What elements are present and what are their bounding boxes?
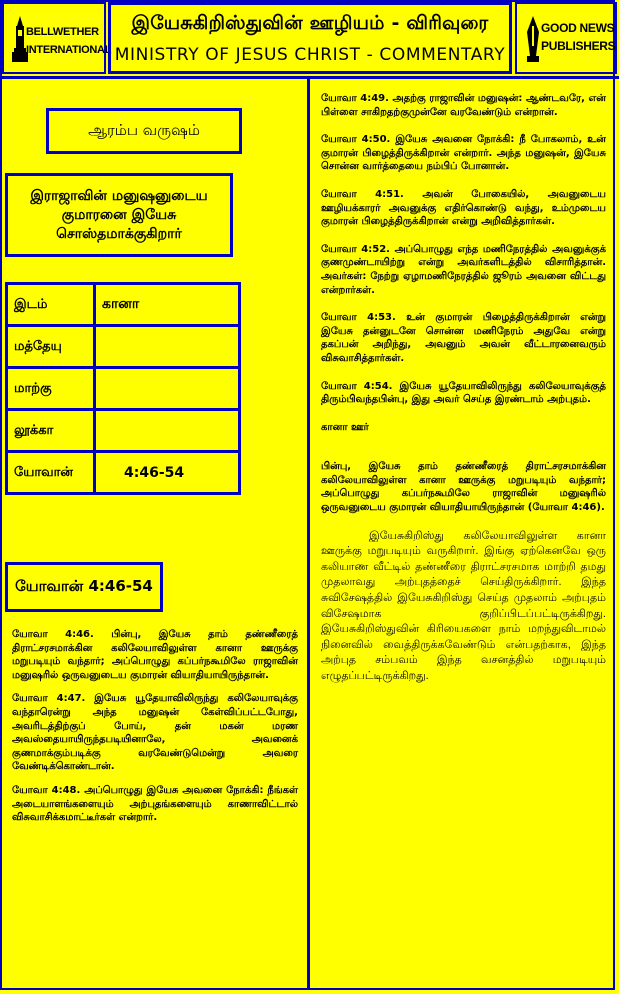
gospel-reference-table <box>5 282 241 495</box>
commentary-text: இயேசுகிறிஸ்து கலிலேயாவிலுள்ள கானா ஊருக்கு மறுபடியும் வருகிறார். இங்கு ஏற்கெனவே ஒரு கலியாண வீட்டில் தண்ணீரை திராட்சரசமாக மாற்றி தமது முதலாவது அற்புதத்தைச் செய்திருக்கிறார். இந்த சுவிசேஷத்தில் இயேசுகிறிஸ்து செய்த முதலாம் அற்புதம் விசேஷமாக குறிப்பிடப்பட்டிருக்கிறது. இயேசுகிறிஸ்துவின் கிரியைகளை நாம் மறந்துவிடாமல் நினைவில் வைத்திருக்கவேண்டும் என்பதற்காக, இந்த அற்புத சம்பவம் இந்த வசனத்தில் மறுபடியும் எழுதப்பட்டிருக்கிறது. <box>321 529 606 682</box>
scripture-reference: யோவான் 4:46-54 <box>5 562 163 612</box>
table-row <box>7 452 240 494</box>
verse-paragraph: யோவா 4:48. அப்பொழுது இயேசு அவனை நோக்கி: நீங்கள் அடையாளங்களையும் அற்புதங்களையும் காணாவிட்டால் விசுவாசிக்கமாட்டீர்கள் என்றார். <box>12 784 298 824</box>
table-row <box>7 326 240 368</box>
bellwether-logo <box>2 2 112 74</box>
place-heading: கானா ஊர் <box>321 421 369 433</box>
table-row <box>7 368 240 410</box>
title-box <box>108 2 512 74</box>
table-label: இடம் <box>7 284 95 326</box>
column-divider <box>307 78 310 990</box>
good-news-line1: GOOD NEWS <box>541 21 615 35</box>
verse-paragraph: யோவா 4:49. அதற்கு ராஜாவின் மனுஷன்: ஆண்டவரே, என் பிள்ளை சாகிறதற்குமுன்னே வரவேண்டும் என்றான். <box>321 93 606 118</box>
topic-line-2: குமாரனை இயேசு <box>61 206 177 223</box>
verse-paragraph: யோவா 4:50. இயேசு அவனை நோக்கி: நீ போகலாம், உன் குமாரன் பிழைத்திருக்கிறான் என்றார். அந்த மனுஷன், இயேசு சொன்ன வார்த்தையை நம்பிப் போனான். <box>321 134 606 173</box>
pen-nib-icon <box>525 16 541 62</box>
good-news-line2: PUBLISHERS <box>541 39 616 53</box>
verse-paragraph: யோவா 4:54. இயேசு யூதேயாவிலிருந்து கலிலேயாவுக்குத் திரும்பிவந்தபின்பு, இது அவர் செய்த இரண்டாம் அற்புதம். <box>321 380 606 406</box>
place-verse: பின்பு, இயேசு தாம் தண்ணீரைத் திராட்சரசமாக்கின கலிலேயாவிலுள்ள கானா ஊருக்கு மறுபடியும் வந்தார்; அப்பொழுது கப்பர்நகூமிலே ராஜாவின் மனுஷரில் ஒருவனுடைய குமாரன் வியாதியாயிருந்தான் (யோவா 4:46). <box>321 461 606 514</box>
left-verse-list <box>12 628 298 835</box>
page-title-tamil: இயேசுகிறிஸ்துவின் ஊழியம் - விரிவுரை <box>131 12 489 34</box>
table-value: கானா <box>95 284 240 326</box>
table-label: லூக்கா <box>7 410 95 452</box>
bellwether-line2: INTERNATIONAL <box>26 44 112 56</box>
verse-paragraph: யோவா 4:46. பின்பு, இயேசு தாம் தண்ணீரைத் திராட்சரசமாக்கின கலிலேயாவிலுள்ள கானா ஊருக்கு மறுபடியும் வந்தார்; அப்பொழுது கப்பர்நகூமிலே ராஜாவின் மனுஷரில் ஒருவனுடைய குமாரன் வியாதியாயிருந்தான். <box>12 629 298 681</box>
table-value: 4:46-54 <box>95 452 240 494</box>
table-label: யோவான் <box>7 452 95 494</box>
topic-box <box>5 173 233 257</box>
table-label: மத்தேயு <box>7 326 95 368</box>
verse-paragraph: யோவா 4:53. உன் குமாரன் பிழைத்திருக்கிறான் என்று இயேசு தன்னுடனே சொன்ன மணிநேரம் அதுவே என்று தகப்பன் அறிந்து, அவனும் அவன் வீட்டாரனைவரும் விசுவாசித்தார்கள். <box>321 312 606 364</box>
right-verse-list <box>321 92 606 696</box>
topic-line-1: இராஜாவின் மனுஷனுடைய <box>30 187 208 204</box>
good-news-logo <box>515 2 617 74</box>
table-value <box>95 410 240 452</box>
table-value <box>95 368 240 410</box>
bellwether-line1: BELLWETHER <box>26 26 99 38</box>
table-row <box>7 410 240 452</box>
table-label: மாற்கு <box>7 368 95 410</box>
verse-paragraph: யோவா 4:47. இயேசு யூதேயாவிலிருந்து கலிலேயாவுக்கு வந்தாரென்று அந்த மனுஷன் கேள்விப்பட்டபோது, அவரிடத்திற்குப் போய், தன் மகன் மரண அவஸ்தையாயிருந்தபடியினாலே, அவனைக் குணமாக்கும்படிக்கு வரவேண்டுமென்று அவரை வேண்டிக்கொண்டான். <box>12 693 298 773</box>
page-title-english: MINISTRY OF JESUS CHRIST - COMMENTARY <box>114 45 506 65</box>
period-label: ஆரம்ப வருஷம் <box>46 108 242 154</box>
table-value <box>95 326 240 368</box>
verse-paragraph: யோவா 4:52. அப்பொழுது எந்த மணிநேரத்தில் அவனுக்குக் குணமுண்டாயிற்று என்று அவர்களிடத்தில் விசாரித்தான். அவர்கள்: நேற்று ஏழாமணிநேரத்தில் ஜூரம் அவனை விட்டது என்றார்கள். <box>321 243 606 296</box>
topic-line-3: சொஸ்தமாக்குகிறார் <box>56 225 182 242</box>
verse-paragraph: யோவா 4:51. அவன் போகையில், அவனுடைய ஊழியக்காரர் அவனுக்கு எதிர்கொண்டு வந்து, உம்முடைய குமாரன் பிழைத்திருக்கிறான் என்று அறிவித்தார்கள். <box>321 188 606 228</box>
table-row <box>7 284 240 326</box>
header <box>0 0 619 78</box>
